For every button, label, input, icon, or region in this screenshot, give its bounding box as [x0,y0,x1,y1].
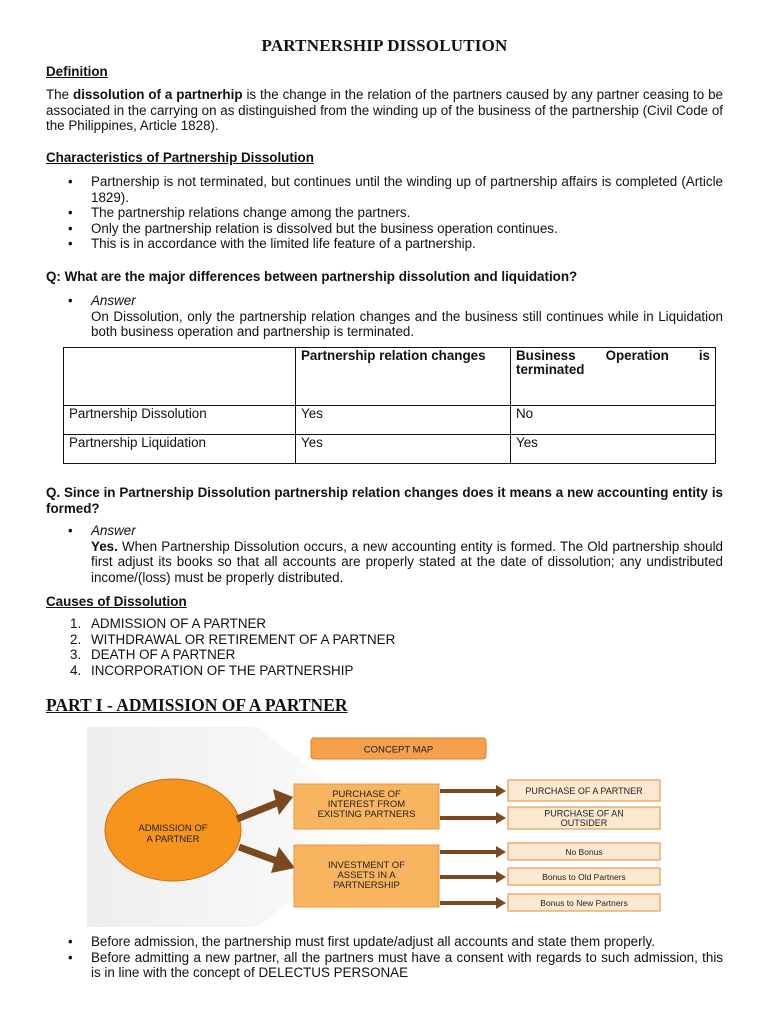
leaf-purchase-of-a-partner [508,780,660,801]
causes-list [46,616,723,678]
table-header-cell: Partnership relation changes [296,348,511,406]
center-node [105,779,241,881]
admission-notes [46,934,723,981]
characteristics-heading: Characteristics of Partnership Dissolution [46,150,314,165]
concept-map [87,727,725,927]
answer-lead: Yes. [91,538,118,554]
svg-text:ASSETS IN A: ASSETS IN A [337,870,396,881]
list-item: 1. ADMISSION OF A PARTNER [70,616,267,631]
question-2: Q. Since in Partnership Dissolution partnership relation changes does it means a new accounting entity is formed? [46,485,723,516]
answer-label: Answer [91,293,136,308]
table-header-cell: Business Operation is terminated [511,348,716,406]
table-row [64,435,716,464]
list-item: • This is in accordance with the limited life feature of a partnership. [46,236,723,252]
characteristics-list [46,174,723,252]
question-1: Q: What are the major differences between partnership dissolution and liquidation? [46,269,578,284]
list-item: • Partnership is not terminated, but continues until the winding up of partnership affairs is completed (Article 1829). [46,174,723,205]
table-row [64,406,716,435]
leaf-purchase-of-an-outsider [508,807,660,829]
svg-text:PARTNERSHIP: PARTNERSHIP [333,880,400,891]
definition-term: dissolution of a partnerhip [73,87,243,102]
svg-text:EXISTING PARTNERS: EXISTING PARTNERS [317,809,416,820]
definition-heading: Definition [46,64,108,79]
concept-map-title: CONCEPT MAP [363,744,434,756]
svg-text:INTEREST FROM: INTEREST FROM [327,799,406,810]
svg-text:Bonus to Old Partners: Bonus to Old Partners [542,872,626,882]
list-item: • The partnership relations change among the partners. [46,205,723,221]
svg-text:PURCHASE OF A PARTNER: PURCHASE OF A PARTNER [525,786,643,796]
definition-paragraph: The dissolution of a partnerhip is the change in the relation of the partners caused by any partner ceasing to be associated in the carrying on as distinguished from the winding up of the business of the partnership (Civil Code of the Philippines, Article 1828). [46,87,723,133]
leaf-arrows [440,785,506,909]
leaf-bonus-to-new-partners [508,894,660,911]
concept-map-title-box [311,738,486,759]
page-title: PARTNERSHIP DISSOLUTION [261,36,508,55]
answer-text: When Partnership Dissolution occurs, a new accounting entity is formed. The Old partnership should first adjust its books so that all accounts are properly stated at the date of dissolution; any undistributed income/(loss) must be properly distributed. [91,538,723,585]
branch-node-investment [294,845,439,907]
svg-text:No Bonus: No Bonus [565,847,603,857]
center-label-line-1: ADMISSION OF [138,823,208,834]
list-item: 4. INCORPORATION OF THE PARTNERSHIP [70,662,354,678]
list-item: 2. WITHDRAWAL OR RETIREMENT OF A PARTNER [70,631,396,647]
svg-text:OUTSIDER: OUTSIDER [560,818,608,828]
leaf-no-bonus [508,843,660,860]
table-cell: Yes [296,435,511,464]
svg-text:PURCHASE OF AN: PURCHASE OF AN [544,808,624,819]
comparison-table [63,347,716,464]
table-header-row [64,348,716,406]
table-cell: Partnership Dissolution [64,406,296,435]
table-cell: No [511,406,716,435]
leaf-bonus-to-old-partners [508,868,660,885]
answer-1 [46,293,723,340]
table-cell: Yes [511,435,716,464]
list-item: • Before admitting a new partner, all the partners must have a consent with regards to such admission, this is in line with the concept of DELECTUS PERSONAE [46,950,723,981]
answer-text: On Dissolution, only the partnership relation changes and the business still continues while in Liquidation both business operation and partnership is terminated. [91,308,723,339]
svg-text:INVESTMENT OF: INVESTMENT OF [328,860,405,871]
list-item: 3. DEATH OF A PARTNER [70,647,236,662]
answer-2 [46,523,723,585]
table-cell: Partnership Liquidation [64,435,296,464]
svg-text:PURCHASE OF: PURCHASE OF [332,789,401,800]
part-1-heading: PART I - ADMISSION OF A PARTNER [46,695,348,715]
causes-heading: Causes of Dissolution [46,594,187,609]
list-item: • Only the partnership relation is dissolved but the business operation continues. [46,221,723,237]
answer-label: Answer [91,523,136,538]
table-header-cell [64,348,296,406]
center-label-line-2: A PARTNER [146,834,200,845]
list-item: • Before admission, the partnership must first update/adjust all accounts and state them properly. [46,934,723,950]
table-cell: Yes [296,406,511,435]
svg-text:Bonus to New Partners: Bonus to New Partners [540,898,628,908]
branch-node-purchase [294,784,439,829]
